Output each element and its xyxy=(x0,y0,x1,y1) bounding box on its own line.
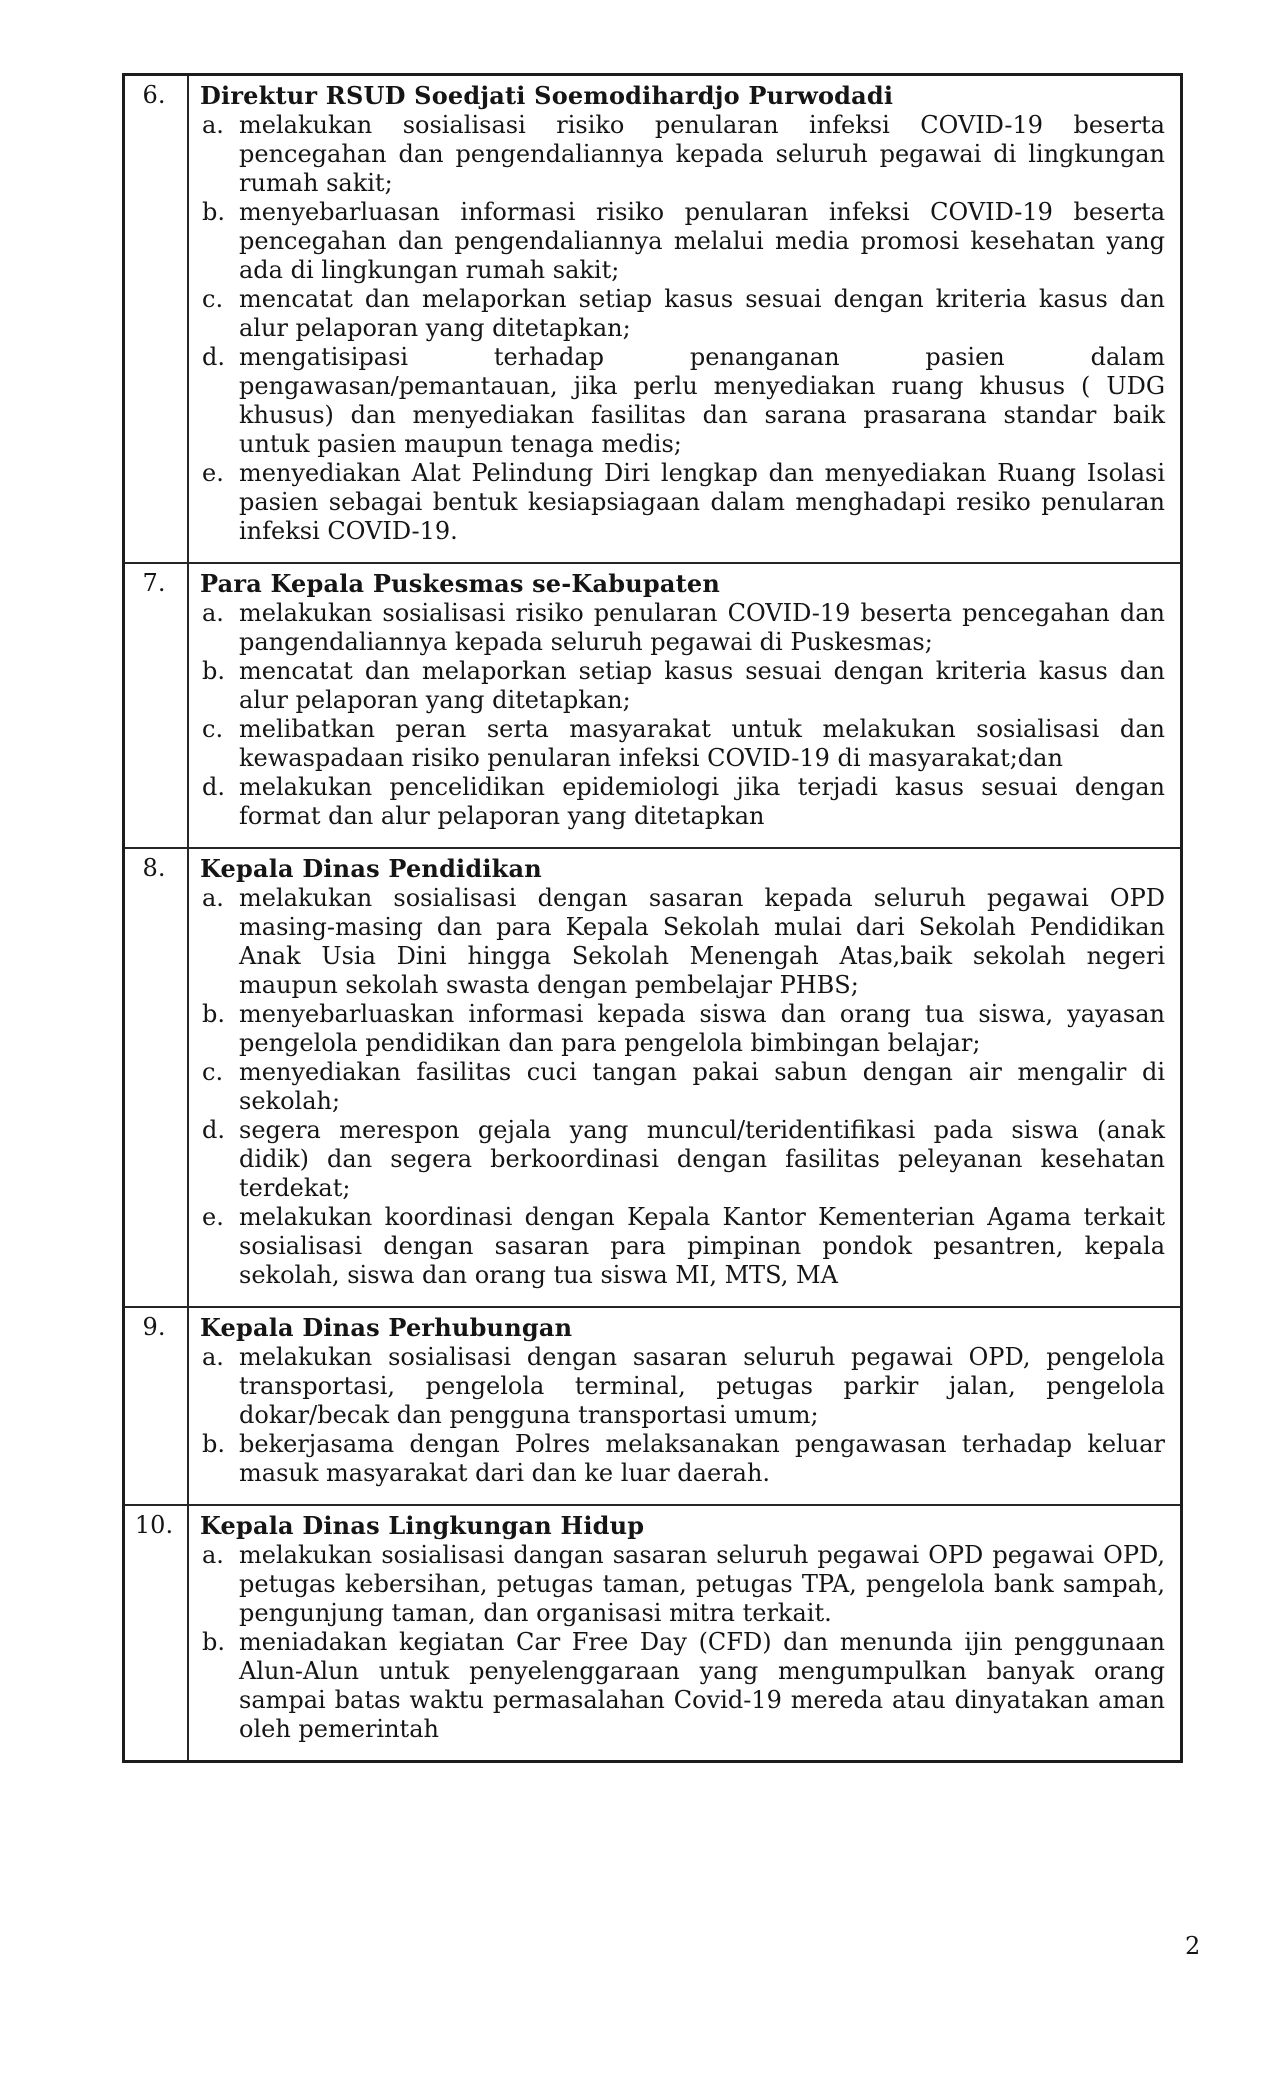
row-title: Kepala Dinas Lingkungan Hidup xyxy=(200,1511,645,1540)
item-marker: e. xyxy=(202,1203,224,1231)
item-text: menyebarluasan informasi risiko penularan infeksi COVID-19 beserta pencegahan dan pengendaliannya melalui media promosi kesehatan yang ada di lingkungan rumah sakit; xyxy=(239,198,1165,284)
item-marker: d. xyxy=(202,773,225,801)
table-row xyxy=(124,563,1182,848)
item-marker: d. xyxy=(202,343,225,371)
item-marker: a. xyxy=(202,884,224,912)
row-title: Direktur RSUD Soedjati Soemodihardjo Purwodadi xyxy=(200,81,894,110)
list-item xyxy=(202,1058,1165,1116)
item-marker: b. xyxy=(202,1430,225,1458)
row-number: 8. xyxy=(142,854,166,882)
page-number: 2 xyxy=(1185,1932,1201,1960)
item-marker: a. xyxy=(202,111,224,139)
list-item xyxy=(202,773,1165,831)
list-item xyxy=(202,884,1165,1000)
row-content-cell xyxy=(188,1307,1182,1505)
table-row xyxy=(124,75,1182,564)
list-item xyxy=(202,198,1165,285)
item-text: mencatat dan melaporkan setiap kasus sesuai dengan kriteria kasus dan alur pelaporan yang ditetapkan; xyxy=(239,657,1165,714)
row-content-cell xyxy=(188,563,1182,848)
row-number: 7. xyxy=(142,569,166,597)
row-content-cell xyxy=(188,1505,1182,1762)
item-text: menyediakan fasilitas cuci tangan pakai sabun dengan air mengalir di sekolah; xyxy=(239,1058,1165,1115)
list-item xyxy=(202,111,1165,198)
list-item xyxy=(202,1628,1165,1744)
row-number-cell xyxy=(124,848,189,1307)
list-item xyxy=(202,1430,1165,1488)
item-text: bekerjasama dengan Polres melaksanakan pengawasan terhadap keluar masuk masyarakat dari dan ke luar daerah. xyxy=(239,1430,1165,1487)
table-row xyxy=(124,1505,1182,1762)
item-text: melakukan pencelidikan epidemiologi jika terjadi kasus sesuai dengan format dan alur pelaporan yang ditetapkan xyxy=(239,773,1165,830)
row-number-cell xyxy=(124,563,189,848)
row-number-cell xyxy=(124,1307,189,1505)
item-marker: d. xyxy=(202,1116,225,1144)
row-items xyxy=(200,1541,1165,1744)
list-item xyxy=(202,599,1165,657)
list-item xyxy=(202,1541,1165,1628)
item-text: melakukan sosialisasi risiko penularan infeksi COVID-19 beserta pencegahan dan pengendaliannya kepada seluruh pegawai di lingkungan rumah sakit; xyxy=(239,111,1165,197)
row-number: 6. xyxy=(142,81,166,109)
row-number-cell xyxy=(124,1505,189,1762)
item-text: melakukan sosialisasi dengan sasaran seluruh pegawai OPD, pengelola transportasi, pengelola terminal, petugas parkir jalan, pengelola dokar/becak dan pengguna transportasi umum; xyxy=(239,1343,1165,1429)
row-number-cell xyxy=(124,75,189,564)
item-text: melibatkan peran serta masyarakat untuk melakukan sosialisasi dan kewaspadaan risiko penularan infeksi COVID-19 di masyarakat;dan xyxy=(239,715,1165,772)
list-item xyxy=(202,657,1165,715)
row-title: Para Kepala Puskesmas se-Kabupaten xyxy=(200,569,721,598)
row-items xyxy=(200,884,1165,1290)
item-marker: b. xyxy=(202,657,225,685)
item-text: menyediakan Alat Pelindung Diri lengkap dan menyediakan Ruang Isolasi pasien sebagai bentuk kesiapsiagaan dalam menghadapi resiko penularan infeksi COVID-19. xyxy=(239,459,1165,545)
item-marker: b. xyxy=(202,198,225,226)
list-item xyxy=(202,285,1165,343)
list-item xyxy=(202,343,1165,459)
item-marker: c. xyxy=(202,285,224,313)
list-item xyxy=(202,1343,1165,1430)
item-text: mencatat dan melaporkan setiap kasus sesuai dengan kriteria kasus dan alur pelaporan yang ditetapkan; xyxy=(239,285,1165,342)
list-item xyxy=(202,1203,1165,1290)
row-number: 9. xyxy=(142,1313,166,1341)
item-text: melakukan koordinasi dengan Kepala Kantor Kementerian Agama terkait sosialisasi dengan sasaran para pimpinan pondok pesantren, kepala sekolah, siswa dan orang tua siswa MI, MTS, MA xyxy=(239,1203,1165,1289)
item-marker: a. xyxy=(202,1541,224,1569)
item-marker: b. xyxy=(202,1628,225,1656)
row-title: Kepala Dinas Perhubungan xyxy=(200,1313,573,1342)
item-marker: a. xyxy=(202,1343,224,1371)
item-text: meniadakan kegiatan Car Free Day (CFD) dan menunda ijin penggunaan Alun-Alun untuk penyelenggaraan yang mengumpulkan banyak orang sampai batas waktu permasalahan Covid-19 mereda atau dinyatakan aman oleh pemerintah xyxy=(239,1628,1165,1743)
table-row xyxy=(124,1307,1182,1505)
item-marker: c. xyxy=(202,1058,224,1086)
list-item xyxy=(202,1116,1165,1203)
list-item xyxy=(202,715,1165,773)
row-number: 10. xyxy=(134,1511,174,1539)
row-items xyxy=(200,1343,1165,1488)
item-marker: e. xyxy=(202,459,224,487)
row-content-cell xyxy=(188,75,1182,564)
row-title: Kepala Dinas Pendidikan xyxy=(200,854,542,883)
directive-table-body xyxy=(124,75,1182,1762)
list-item xyxy=(202,459,1165,546)
list-item xyxy=(202,1000,1165,1058)
item-marker: c. xyxy=(202,715,224,743)
row-content-cell xyxy=(188,848,1182,1307)
item-marker: b. xyxy=(202,1000,225,1028)
item-text: mengatisipasi terhadap penanganan pasien dalam pengawasan/pemantauan, jika perlu menyediakan ruang khusus ( UDG khusus) dan menyediakan fasilitas dan sarana prasarana standar baik untuk pasien maupun tenaga medis; xyxy=(239,343,1165,458)
item-marker: a. xyxy=(202,599,224,627)
item-text: melakukan sosialisasi dengan sasaran kepada seluruh pegawai OPD masing-masing dan para Kepala Sekolah mulai dari Sekolah Pendidikan Anak Usia Dini hingga Sekolah Menengah Atas,baik sekolah negeri maupun sekolah swasta dengan pembelajar PHBS; xyxy=(239,884,1165,999)
item-text: melakukan sosialisasi dangan sasaran seluruh pegawai OPD pegawai OPD, petugas kebersihan, petugas taman, petugas TPA, pengelola bank sampah, pengunjung taman, dan organisasi mitra terkait. xyxy=(239,1541,1165,1627)
table-row xyxy=(124,848,1182,1307)
row-items xyxy=(200,599,1165,831)
row-items xyxy=(200,111,1165,546)
item-text: segera merespon gejala yang muncul/teridentifikasi pada siswa (anak didik) dan segera berkoordinasi dengan fasilitas peleyanan kesehatan terdekat; xyxy=(239,1116,1165,1202)
item-text: menyebarluaskan informasi kepada siswa dan orang tua siswa, yayasan pengelola pendidikan dan para pengelola bimbingan belajar; xyxy=(239,1000,1165,1057)
item-text: melakukan sosialisasi risiko penularan COVID-19 beserta pencegahan dan pangendaliannya kepada seluruh pegawai di Puskesmas; xyxy=(239,599,1165,656)
directive-table xyxy=(122,73,1183,1763)
